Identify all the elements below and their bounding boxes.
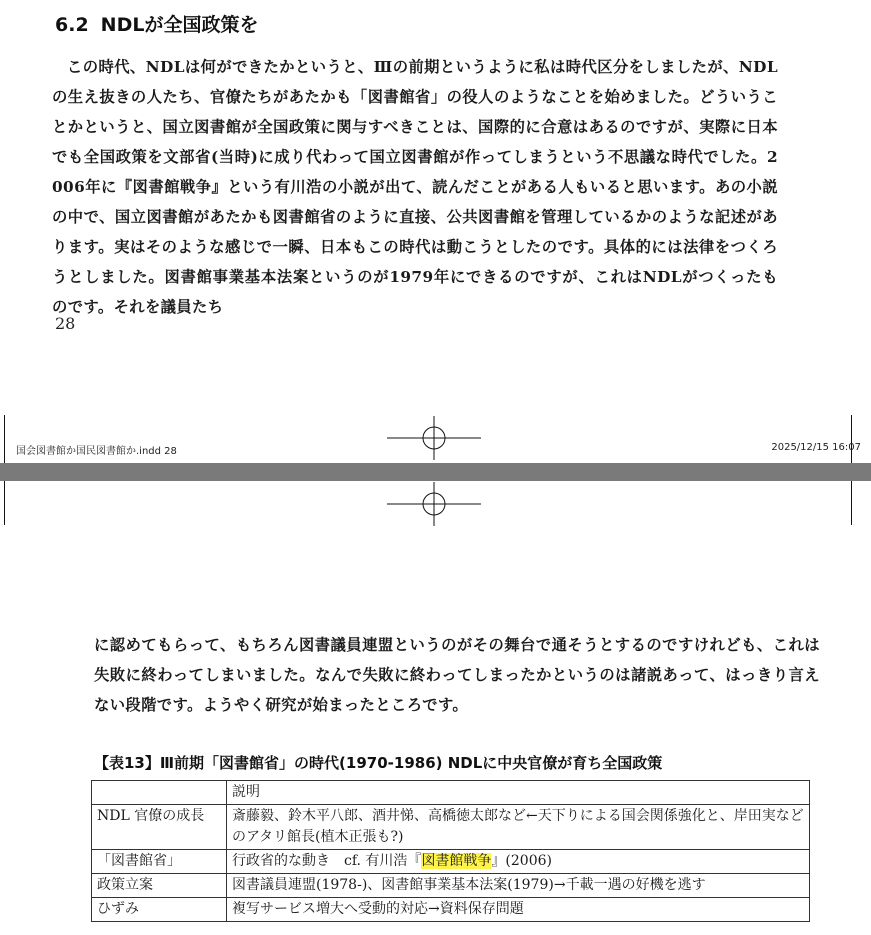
table-row-label: ひずみ (92, 898, 227, 922)
table-row-text (227, 850, 810, 874)
page-number: 28 (55, 314, 76, 333)
page-gutter-bar (0, 463, 871, 481)
table-header-cell (92, 781, 227, 805)
table-header-row (92, 781, 810, 805)
registration-mark-icon (379, 416, 489, 460)
table-row (92, 898, 810, 922)
section-number: 6.2 (55, 14, 89, 36)
table-row-label: 「図書館省」 (92, 850, 227, 874)
text-prefix: 行政省的な動き cf. 有川浩『 (232, 853, 422, 869)
table-row (92, 805, 810, 850)
table-caption: 【表13】Ⅲ前期「図書館省」の時代(1970-1986) NDLに中央官僚が育ち全国政策 (94, 754, 663, 772)
body-paragraph: この時代、NDLは何ができたかというと、Ⅲの前期というように私は時代区分をしましたが、NDLの生え抜きの人たち、官僚たちがあたかも「図書館省」の役人のようなことを始めました。どういうことかというと、国立図書館が全国政策に関与すべきことは、国際的に合意はあるのですが、実際に日本でも全国政策を文部省(当時)に成り代わって国立図書館が作ってしまうという不思議な時代でした。2006年に『図書館戦争』という有川浩の小説が出て、読んだことがある人もいると思います。あの小説の中で、国立図書館があたかも図書館省のように直接、公共図書館を管理しているかのような記述があります。実はそのような感じで一瞬、日本もこの時代は動こうとしたのです。具体的には法律をつくろうとしました。図書館事業基本法案というのが1979年にできるのですが、これはNDLがつくったものです。それを議員たち (52, 58, 778, 316)
table-row-text: 図書議員連盟(1978-)、図書館事業基本法案(1979)→千載一遇の好機を逃す (227, 874, 810, 898)
highlighted-title: 図書館戦争 (421, 853, 492, 869)
table-header-cell: 説明 (227, 781, 810, 805)
table-row-label: NDL 官僚の成長 (92, 805, 227, 850)
table-row-text: 複写サービス増大へ受動的対応→資料保存問題 (227, 898, 810, 922)
text-suffix: 』(2006) (491, 853, 552, 869)
body-paragraph: に認めてもらって、もちろん図書議員連盟というのがその舞台で通そうとするのですけれども、これは失敗に終わってしまいました。なんで失敗に終わってしまったかというのは諸説あって、はっきり言えない段階です。ようやく研究が始まったところです。 (94, 636, 820, 714)
data-table (91, 780, 810, 922)
section-title: NDLが全国政策を (100, 14, 259, 36)
table-row (92, 874, 810, 898)
registration-mark-icon (379, 482, 489, 526)
table-row-text: 斎藤毅、鈴木平八郎、酒井悌、高橋徳太郎など←天下りによる国会関係強化と、岸田実などのアタリ館長(植木正張も?) (227, 805, 810, 850)
slug-file-info: 国会図書館か国民図書館か.indd 28 (16, 446, 177, 457)
slug-timestamp: 2025/12/15 16:07 (771, 442, 861, 453)
table-row (92, 850, 810, 874)
section-heading (55, 10, 258, 37)
table-row-label: 政策立案 (92, 874, 227, 898)
